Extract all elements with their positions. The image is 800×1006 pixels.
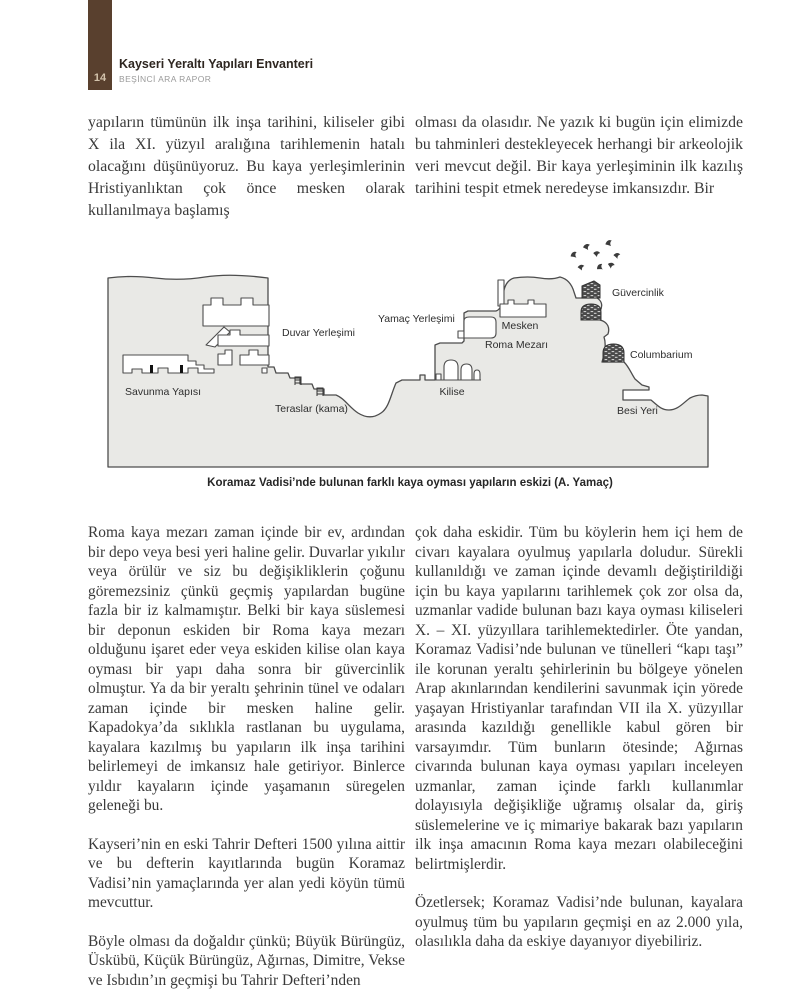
diagram-label-teraslar: Teraslar (kama): [275, 403, 348, 415]
body-column-left: [88, 523, 405, 990]
intro-paragraph-left: yapıların tümünün ilk inşa tarihini, kiliseler gibi X ila XI. yüzyıl aralığına tarihlemenin hatalı olacağını düşünüyoruz. Bu kaya yerleşimlerinin Hristiyanlıktan çok önce mesken olarak kullanılmaya başlamış: [88, 114, 405, 219]
body-paragraph: Roma kaya mezarı zaman içinde bir ev, ardından bir depo veya besi yeri haline gelir. Duvarlar yıkılır veya örülür ve siz bu değişikliklerin çoğunu göremezsiniz çünkü geçmiş yapılardan bugüne fazla bir iz kalmamıştır. Belki bir kaya süslemesi bir deponun eskiden bir Roma kaya mezarı olduğunu işaret eder veya eskiden kilise olan kaya oyması bir yapı daha sonra bir güvercinlik olmuştur. Ya da bir yeraltı şehrinin tünel ve odaları zaman içinde bir mesken haline gelir. Kapadokya’da sıklıkla rastlanan bu uygulama, kayalara kazılmış bu yapıların ilk inşa tarihini belirlemeyi de imkansız hale getiriyor. Binlerce yıldır kayaların içinde yaşamanın süregelen geleneği bu.: [88, 524, 405, 814]
diagram-label-kilise: Kilise: [439, 386, 465, 398]
diagram-label-roma: Roma Mezarı: [485, 339, 549, 351]
report-title: Kayseri Yeraltı Yapıları Envanteri: [119, 57, 314, 71]
accent-bar: [88, 0, 112, 90]
body-paragraph: çok daha eskidir. Tüm bu köylerin hem içi hem de civarı kayalara oyulmuş yapılarla doludur. Sürekli kullanıldığı ve zaman içinde devamlı değiştirildiği için bu kaya yapılarını tarihlemek çok zor olsa da, uzmanlar vadide bulunan bazı kaya oyması kiliseleri X. – XI. yüzyıllara tarihlemektedirler. Öte yandan, Koramaz Vadisi’nde bulunan ve tünelleri “kapı taşı” ile korunan yeraltı şehirlerinin bu bölgeye yönelen Arap akınlarından kendilerini savunmak için yörede yaşayan Hristiyanlar tarafından VII ila X. yüzyıllar arasında kazıldığı genellikle kabul gören bir varsayımdır. Tüm bunların ötesinde; Ağırnas civarında bulunan kaya oyması yapıları inceleyen uzmanlar, zaman içinde farklı kullanımlar dolayısıyla değişikliğe uğramış olsalar da, giriş süslemelerine ve iç mimariye bakarak bazı yapıların ilk inşa amacının Roma kaya mezarı olabileceğini belirtmişlerdir.: [415, 524, 743, 873]
diagram-label-mesken: Mesken: [501, 320, 539, 332]
rock-section-diagram: [100, 234, 720, 474]
diagram-label-besi: Besi Yeri: [617, 405, 658, 417]
diagram-label-yamac: Yamaç Yerleşimi: [378, 313, 455, 325]
diagram-label-duvar: Duvar Yerleşimi: [282, 327, 355, 339]
intro-column-left: [88, 112, 405, 222]
page-header: [119, 58, 313, 84]
diagram-label-savunma: Savunma Yapısı: [125, 386, 202, 398]
body-paragraph: Böyle olması da doğaldır çünkü; Büyük Bürüngüz, Üskübü, Küçük Bürüngüz, Ağırnas, Dimitre, Vekse ve Isbıdın’ın geçmişi bu Tahrir Defteri’nden: [88, 932, 405, 989]
body-columns: [88, 523, 743, 990]
body-paragraph: Özetlersek; Koramaz Vadisi’nde bulunan, kayalara oyulmuş tüm bu yapıların geçmişi en az 2.000 yıla, olasılıkla daha da eskiye dayanıyor diyebiliriz.: [415, 894, 743, 950]
body-column-right: [415, 523, 743, 990]
diagram-label-columbarium: Columbarium: [630, 349, 693, 361]
intro-columns: [88, 112, 743, 222]
figure: [100, 234, 720, 489]
body-paragraph: Kayseri’nin en eski Tahrir Defteri 1500 yılına aittir ve bu defterin kayıtlarında bugün Koramaz Vadisi’nin yamaçlarında yer alan yedi köyün tümü mevcuttur.: [88, 835, 405, 911]
columbarium-icon: [603, 344, 624, 362]
figure-caption: Koramaz Vadisi’nde bulunan farklı kaya oyması yapıların eskizi (A. Yamaç): [207, 477, 613, 489]
diagram-label-guvercinlik: Güvercinlik: [612, 287, 664, 299]
page-number: 14: [93, 72, 107, 84]
intro-paragraph-right: olması da olasıdır. Ne yazık ki bugün için elimizde bu tahminleri destekleyecek herhangi bir arkeolojik veri mevcut değil. Bir kaya yerleşiminin ilk kazılış tarihini tespit etmek neredeyse imkansızdır. Bir: [415, 114, 743, 197]
report-subtitle: BEŞİNCİ ARA RAPOR: [119, 73, 212, 84]
pigeon-icons: [570, 240, 621, 272]
intro-column-right: [415, 112, 743, 222]
